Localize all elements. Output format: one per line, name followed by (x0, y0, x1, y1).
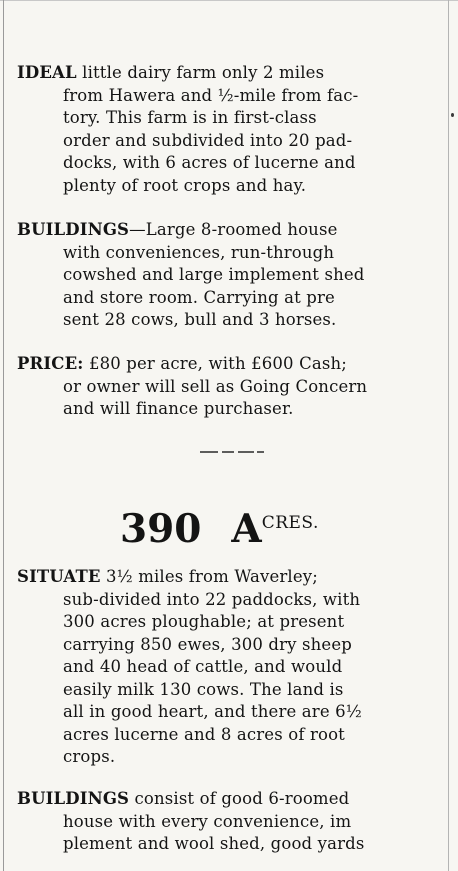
heading-initial: A (231, 506, 262, 552)
text-line: and store room. Carrying at pre (63, 287, 335, 307)
top-rule (0, 0, 458, 1)
text-line: crops. (63, 747, 116, 766)
text-line: easily milk 130 cows. The land is (63, 679, 344, 699)
text-line: from Hawera and ½-mile from fac- (63, 85, 359, 105)
ad-buildings-2 (17, 788, 457, 856)
text-line: —Large 8-roomed house (129, 220, 338, 239)
ad-price (17, 353, 457, 421)
text-line: docks, with 6 acres of lucerne and (63, 153, 356, 172)
text-line: cowshed and large implement shed (63, 265, 365, 284)
text-line: plement and wool shed, good yards (63, 834, 365, 853)
text-line: consist of good 6-roomed (129, 789, 350, 808)
section-divider (198, 450, 266, 454)
heading-rest: CRES. (261, 513, 319, 533)
text-line: plenty of root crops and hay. (63, 175, 307, 195)
text-line: sent 28 cows, bull and 3 horses. (63, 310, 337, 329)
lead-word: BUILDINGS (17, 220, 130, 239)
section-heading (120, 506, 319, 552)
text-line: sub-divided into 22 paddocks, with (63, 589, 361, 609)
lead-word: PRICE: (17, 354, 84, 373)
text-line: and 40 head of cattle, and would (63, 657, 343, 676)
text-line: carrying 850 ewes, 300 dry sheep (63, 634, 352, 654)
ad-buildings-1 (17, 219, 457, 332)
text-line: order and subdivided into 20 pad- (63, 130, 353, 150)
text-line: tory. This farm is in first-class (63, 108, 317, 127)
text-line: little dairy farm only 2 miles (76, 63, 325, 82)
ad-ideal-farm (17, 62, 457, 197)
column-rule-left (3, 0, 4, 871)
heading-number: 390 (120, 506, 202, 552)
text-line: with conveniences, run-through (63, 242, 335, 262)
lead-word: BUILDINGS (17, 789, 130, 808)
text-line: house with every convenience, im (63, 811, 352, 831)
text-line: or owner will sell as Going Concern (63, 376, 368, 396)
lead-word: IDEAL (17, 63, 77, 82)
text-line: acres lucerne and 8 acres of root (63, 724, 345, 744)
text-line: £80 per acre, with £600 Cash; (83, 354, 347, 373)
text-line: all in good heart, and there are 6½ (63, 702, 362, 721)
text-line: 300 acres ploughable; at present (63, 612, 345, 631)
ad-situate (17, 566, 457, 769)
text-line: 3½ miles from Waverley; (100, 567, 318, 586)
lead-word: SITUATE (17, 567, 101, 586)
text-line: and will finance purchaser. (63, 399, 294, 418)
